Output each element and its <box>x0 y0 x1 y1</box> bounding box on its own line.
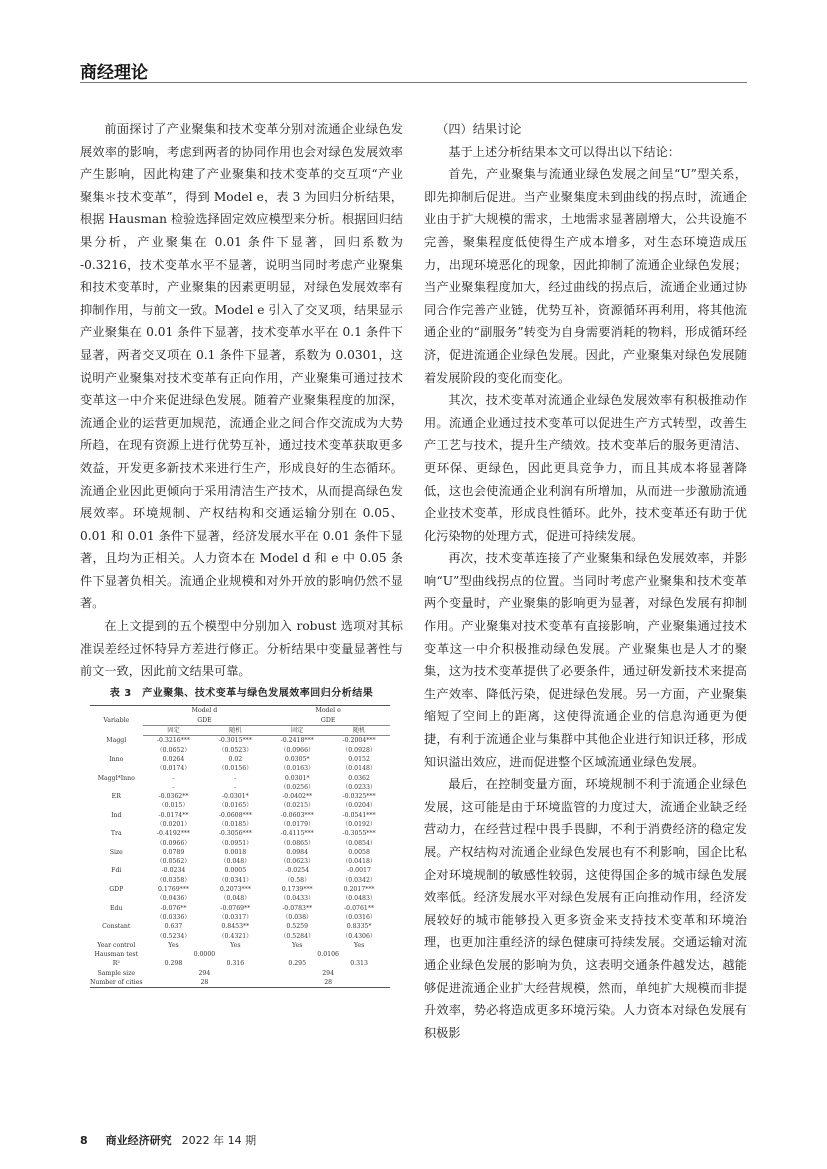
table-cell: （0.0418） <box>342 858 377 866</box>
table-row <box>90 913 390 922</box>
table-cell: 0.0152 <box>348 755 370 763</box>
table-title: 表 3 产业聚集、技术变革与绿色发展效率回归分析结果 <box>109 687 374 699</box>
table-row <box>90 792 390 801</box>
table-cell: （0.0483） <box>342 895 377 903</box>
table-row <box>90 829 390 838</box>
table-row <box>90 774 390 783</box>
table-cell: （0.0192） <box>342 821 377 828</box>
variable-name <box>90 746 143 755</box>
table-cell: - <box>234 774 237 782</box>
table-cell: -0.2418*** <box>280 737 314 745</box>
variable-name: Inno <box>109 755 124 763</box>
table-cell: （0.0317） <box>218 913 253 921</box>
table-cell: 0.2017*** <box>343 886 375 894</box>
table-cell: -0.2004*** <box>342 737 376 745</box>
paragraph: 在上文提到的五个模型中分别加入 robust 选项对其标准误差经过怀特异方差进行修正。分析结果中变量显著性与前文一致，因此前文结果可靠。 <box>80 619 403 679</box>
variable-name <box>90 857 143 866</box>
model-e-header: Model e <box>266 706 390 716</box>
table-row <box>90 876 390 885</box>
table-cell: （0.0865） <box>280 839 315 847</box>
table-cell: （0.0623） <box>280 858 315 866</box>
table-cell: 0.0018 <box>224 848 247 856</box>
table-cell: 0.2073*** <box>219 886 251 894</box>
variable-name <box>90 876 143 885</box>
table-cell: -0.0761** <box>344 904 375 912</box>
table-row <box>90 839 390 848</box>
fixed-header: 固定 <box>143 726 205 736</box>
variable-name: Edu <box>110 904 123 912</box>
variable-name: Ind <box>111 811 122 819</box>
section-header: 商经理论 <box>80 63 148 83</box>
table-cell: 0.0362 <box>348 774 370 782</box>
variable-name <box>90 839 143 848</box>
table-row <box>90 820 390 829</box>
table-cell: -0.0541*** <box>342 811 376 819</box>
cities-e: 28 <box>266 978 390 988</box>
issue: 2022 年 14 期 <box>181 1134 257 1147</box>
table-cell: 0.8335* <box>346 923 372 931</box>
sample-e: 294 <box>322 969 335 977</box>
table-cell: （0.048） <box>220 895 251 903</box>
table-cell: -0.4115*** <box>280 830 314 838</box>
variable-name: Tra <box>110 830 122 838</box>
table-cell: （0.0652） <box>156 746 191 754</box>
sample-label: Sample size <box>97 969 135 977</box>
table-cell: -0.0017 <box>347 867 371 875</box>
table-cell: -0.076** <box>160 904 187 912</box>
table-cell: （0.5234） <box>156 932 191 940</box>
gde-header-e: GDE <box>266 716 390 726</box>
table-cell: （0.0148） <box>342 765 377 773</box>
variable-header: Variable <box>90 706 143 736</box>
table-cell: （0.0156） <box>218 765 253 773</box>
variable-name <box>90 820 143 829</box>
table-cell: Yes <box>168 941 179 949</box>
paragraph: 前面探讨了产业聚集和技术变革分别对流通企业绿色发展效率的影响，考虑到两者的协同作用也会对绿色发展效率产生影响，因此构建了产业聚集和技术变革的交互项“产业聚集＊技术变革”，得到 Model e，表 3 为回归分析结果，根据 Hausman 检验选择固定效应模型来分析。根据回归结果分析，产业聚集在 0.01 条件下显著，回归系数为 -0.3216，技术变革水平不显著，说明当同时考虑产业聚集和技术变革时，产业聚集的因素更明显，对绿色发展效率有抑制作用，与前文一致。Model e 引入了交叉项，结果显示产业聚集在 0.01 条件下显著，技术变革水平在 0.1 条件下显著，两者交叉项在 0.1 条件下显著，系数为 0.0301，这说明产业聚集对技术变革有正向作用，产业聚集可通过技术变革这一中介来促进绿色发展。随着产业聚集程度的加深，流通企业的运营更加规范，流通企业之间合作交流成为大势所趋，在现有资源上进行优势互补，通过技术变革获取更多效益，开发更多新技术来进行生产，形成良好的生态循环。流通企业因此更倾向于采用清洁生产技术，从而提高绿色发展效率。环境规制、产权结构和交通运输分别在 0.05、0.01 和 0.01 条件下显著，经济发展水平在 0.01 条件下显著，且均为正相关。人力资本在 Model d 和 e 中 0.05 条件下显著负相关。流通企业规模和对外开放的影响仍然不显著。 <box>80 122 403 611</box>
table-cell: 0.1739*** <box>281 886 313 894</box>
table-cell: （0.0215） <box>280 802 315 810</box>
hausman-label: Hausman test <box>94 951 139 959</box>
table-cell: -0.0603*** <box>280 811 314 819</box>
table-cell: 0.0984 <box>286 848 309 856</box>
random-header: 随机 <box>328 726 390 736</box>
table-cell: 0.8453** <box>221 923 250 931</box>
variable-name: Year control <box>97 941 136 949</box>
table-cell: （0.5284） <box>280 932 315 940</box>
table-cell: （0.0163） <box>280 765 315 773</box>
table-cell: -0.0769** <box>220 904 251 912</box>
table-row <box>90 857 390 866</box>
table-cell: （0.0256） <box>280 783 315 791</box>
table-row <box>90 866 390 875</box>
table-cell: （0.038） <box>282 913 313 921</box>
table-cell: -0.0608*** <box>218 811 252 819</box>
table-cell: （0.0966） <box>280 746 315 754</box>
table-cell: （0.0174） <box>156 765 191 773</box>
paragraph: 最后，在控制变量方面，环境规制不利于流通企业绿色发展，这可能是由于环境监管的力度过大，流通企业缺乏经营动力，在经营过程中畏手畏脚，不利于消费经济的稳定发展。产权结构对流通企业绿色发展也有不利影响，国企比私企对环境规制的敏感性较弱，这使得国企多的城市绿色发展效率低。经济发展水平对绿色发展有正向推动作用，经济发展较好的城市能够投入更多资金来支持技术变革和环境治理，也更加注重经济的绿色健康可持续发展。交通运输对流通企业绿色发展的影响为负，这表明交通条件越发达，越能够促进流通企业扩大经营规模，然而，单纯扩大规模而非提升效率，势必将造成更多环境污染。人力资本对绿色发展有积极影 <box>424 777 747 1040</box>
header-rule <box>80 82 747 83</box>
variable-name: ER <box>111 793 121 801</box>
table-cell: （0.0201） <box>156 821 191 828</box>
table-row <box>90 783 390 792</box>
table-cell: （0.0562） <box>156 858 191 866</box>
cities-label: Number of cities <box>90 979 143 987</box>
table-cell: -0.0234 <box>161 867 186 875</box>
table-cell: （0.0336） <box>156 913 191 921</box>
table-cell: -0.3055*** <box>342 830 376 838</box>
table-row <box>90 746 390 755</box>
table-cell: - <box>172 783 175 791</box>
r2-cell: 0.295 <box>288 960 307 968</box>
table-cell: （0.4321） <box>218 932 253 940</box>
table-row <box>90 922 390 931</box>
table-cell: （0.0928） <box>342 746 377 754</box>
table-cell: - <box>234 783 237 791</box>
table-cell: （0.015） <box>158 802 189 810</box>
table-cell: -0.4192*** <box>156 830 190 838</box>
table-row <box>90 932 390 941</box>
table-cell: - <box>172 774 175 782</box>
paragraph: 其次，技术变革对流通企业绿色发展效率有积极推动作用。流通企业通过技术变革可以促进生产方式转型，改善生产工艺与技术，提升生产绩效。技术变革后的服务更清洁、更环保、更绿色，因此更具竞争力，而且其成本将显著降低，这也会使流通企业利润有所增加，从而进一步激励流通企业技术变革，形成良性循环。此外，技术变革还有助于优化污染物的处理方式，促进可持续发展。 <box>424 393 747 543</box>
table-cell: （0.0966） <box>156 839 191 847</box>
table-row <box>90 811 390 820</box>
table-row <box>90 848 390 857</box>
paragraph: 首先，产业聚集与流通业绿色发展之间呈“U”型关系，即先抑制后促进。当产业聚集度未到曲线的拐点时，流通企业由于扩大规模的需求，土地需求显著剧增大，公共设施不完善，聚集程度低使得生产成本增多，对生态环境造成压力，出现环境恶化的现象，因此抑制了流通企业绿色发展；当产业聚集程度加大，经过曲线的拐点后，流通企业通过协同合作完善产业链，优势互补，资源循环再利用，将其他流通企业的“副服务”转变为自身需要消耗的物料，形成循环经济，促进流通企业绿色发展。因此，产业聚集对绿色发展随着发展阶段的变化而变化。 <box>424 167 747 385</box>
r2-cell: 0.298 <box>164 960 183 968</box>
table-cell: （0.0523） <box>218 746 253 754</box>
variable-name <box>90 894 143 903</box>
hausman-e: 0.0106 <box>317 951 339 959</box>
table-cell: （0.0165） <box>218 802 253 810</box>
table-cell: （0.4306） <box>342 932 377 940</box>
table-cell: （0.0433） <box>280 895 315 903</box>
table-cell: 0.02 <box>228 755 243 763</box>
variable-name <box>90 913 143 922</box>
table-cell: -0.0783** <box>282 904 313 912</box>
page-footer <box>80 1132 256 1148</box>
table-cell: Yes <box>230 941 241 949</box>
table-cell: -0.0174** <box>158 811 189 819</box>
table-cell: （0.0854） <box>342 839 377 847</box>
table-row <box>90 885 390 894</box>
table-cell: Yes <box>353 941 365 949</box>
variable-name: Constant <box>102 923 131 931</box>
table-cell: （0.0436） <box>156 895 191 903</box>
variable-name: GDP <box>109 886 124 894</box>
random-header: 随机 <box>204 726 266 736</box>
paragraph: 再次，技术变革连接了产业聚集和绿色发展效率，并影响“U”型曲线拐点的位置。当同时考虑产业聚集和技术变革两个变量时，产业聚集的影响更为显著，对绿色发展有抑制作用。产业聚集对技术变革有直接影响，产业聚集通过技术变革这一中介积极推动绿色发展。产业聚集也是人才的聚集，这为技术变革提供了必要条件，通过研发新技术来提高生产效率、降低污染，促进绿色发展。另一方面，产业聚集缩短了空间上的距离，这使得流通企业的信息沟通更为便捷，有利于流通企业与集群中其他企业进行知识迁移，形成知识溢出效应，进而促进整个区域流通业绿色发展。 <box>424 551 747 769</box>
table-cell: （0.0179） <box>280 821 315 828</box>
table-row <box>90 894 390 903</box>
table-cell: （0.0951） <box>218 839 253 847</box>
regression-table <box>90 705 390 988</box>
table-cell: -0.0301* <box>221 793 249 801</box>
table-row <box>90 736 390 746</box>
table-body <box>90 736 390 950</box>
left-column <box>80 118 403 988</box>
variable-name <box>90 932 143 941</box>
table-cell: 0.0264 <box>162 755 185 763</box>
variable-name <box>90 764 143 773</box>
table-cell: 0.637 <box>164 923 183 931</box>
table-cell: -0.3015*** <box>218 737 252 745</box>
table-row <box>90 904 390 913</box>
table-cell: -0.0325*** <box>342 793 376 801</box>
table-cell: 0.0301* <box>284 774 310 782</box>
r2-cell: 0.313 <box>350 960 368 968</box>
table-cell: （0.0204） <box>342 802 377 810</box>
variable-name <box>90 801 143 810</box>
variable-name: Maggl <box>106 737 127 745</box>
table-cell: （0.0341） <box>218 876 253 884</box>
fixed-header: 固定 <box>266 726 328 736</box>
r2-cell: 0.316 <box>226 960 245 968</box>
table-row <box>90 755 390 764</box>
paragraph: 基于上述分析结果本文可以得出以下结论： <box>448 144 680 159</box>
table-cell: （0.0316） <box>342 913 377 921</box>
table-cell: -0.0362** <box>158 793 189 801</box>
table-cell: 0.0305* <box>284 755 310 763</box>
table-cell: （0.0233） <box>342 783 377 791</box>
variable-name <box>90 783 143 792</box>
table-cell: （0.0342） <box>342 876 377 884</box>
table-cell: 0.0058 <box>348 848 370 856</box>
table-cell: 0.0005 <box>224 867 247 875</box>
table-cell: -0.3056*** <box>218 830 252 838</box>
r2-label: R² <box>112 960 120 968</box>
table-row <box>90 764 390 773</box>
table-cell: -0.0402** <box>282 793 313 801</box>
table-cell: 0.1769*** <box>158 886 189 894</box>
table-cell: （0.0358） <box>156 876 191 884</box>
right-column <box>424 118 747 1044</box>
table-row <box>90 801 390 810</box>
variable-name: Maggl*Inno <box>97 774 135 782</box>
table-cell: 0.5259 <box>286 923 309 931</box>
section-subheading: （四）结果讨论 <box>436 122 522 136</box>
table-cell: （0.0185） <box>218 821 253 828</box>
model-d-header: Model d <box>143 706 267 716</box>
table-cell: 0.0789 <box>162 848 185 856</box>
table-cell: -0.0254 <box>285 867 310 875</box>
journal-name: 商业经济研究 <box>105 1134 172 1147</box>
sample-d: 294 <box>198 969 211 977</box>
page-number: 8 <box>80 1134 88 1147</box>
cities-d: 28 <box>143 978 267 988</box>
hausman-d: 0.0000 <box>193 951 216 959</box>
table-cell: （0.048） <box>220 858 251 866</box>
table-cell: （0.58） <box>284 876 311 884</box>
gde-header-d: GDE <box>143 716 267 726</box>
variable-name: Size <box>109 848 123 856</box>
table-cell: -0.3216*** <box>156 737 190 745</box>
variable-name: Fdi <box>111 867 122 875</box>
table-cell: Yes <box>292 941 303 949</box>
table-row <box>90 941 390 950</box>
